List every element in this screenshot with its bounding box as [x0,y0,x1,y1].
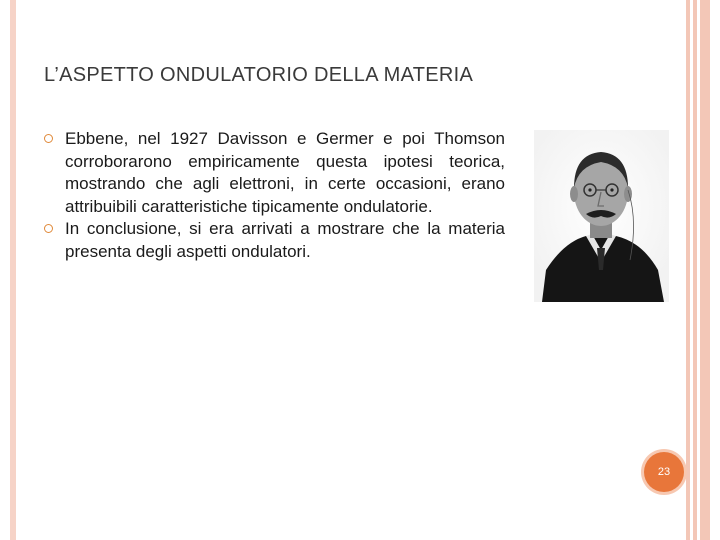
circle-outline-icon [44,134,53,143]
slide-body [44,128,505,263]
bullet-item [44,128,505,218]
slide-title: L’ASPETTO ONDULATORIO DELLA MATERIA [44,64,474,86]
bullet-text: Ebbene, nel 1927 Davisson e Germer e poi Thomson corroborarono empiricamente questa ipotesi teorica, mostrando che agli elettroni, in certe occasioni, erano attribuibili caratteristiche tipicamente ondulatorie. [65,129,505,216]
bullet-text: In conclusione, si era arrivati a mostrare che la materia presenta degli aspetti ondulatori. [65,219,505,261]
right-border-stripes [686,0,710,540]
bullet-item [44,218,505,263]
circle-outline-icon [44,224,53,233]
portrait-photo [534,130,669,302]
left-border-stripe [10,0,16,540]
slide-number-badge: 23 [644,452,684,492]
